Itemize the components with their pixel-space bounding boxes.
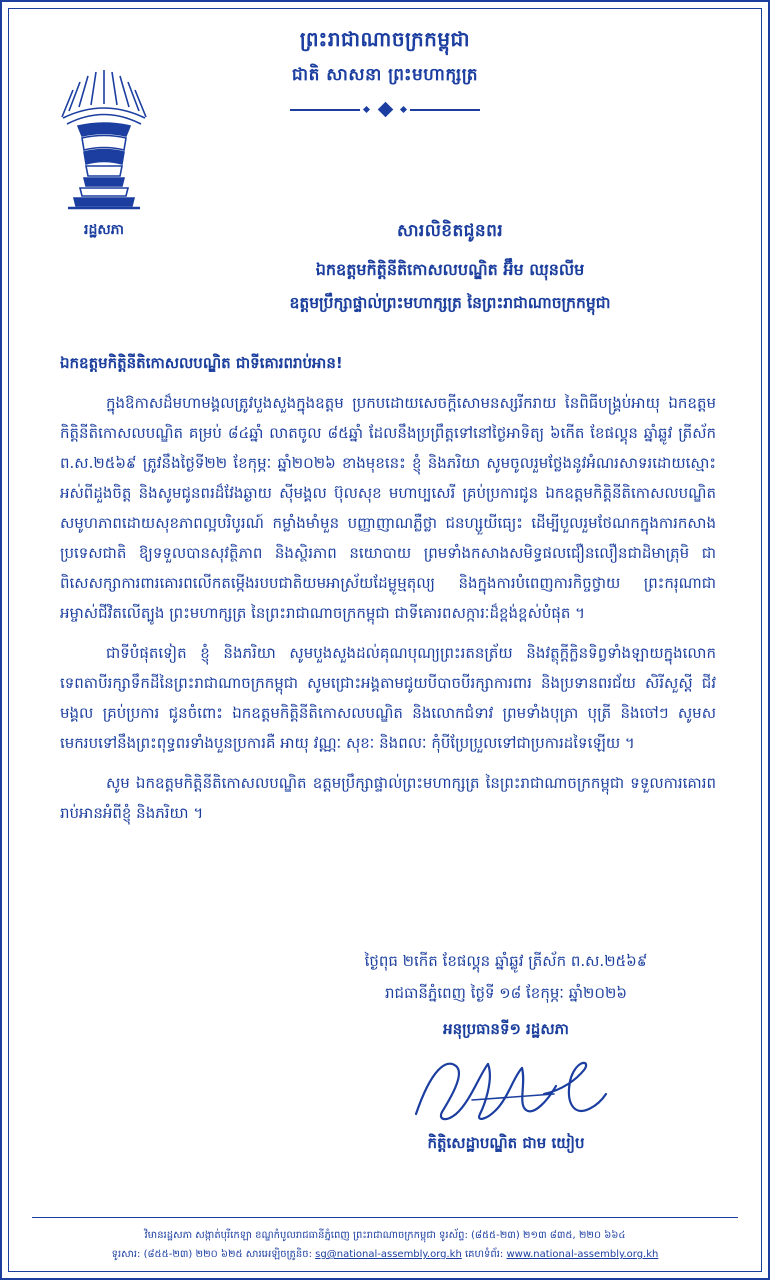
signer-name: កិត្តិសេដ្ឋាបណ្ឌិត ជាម យៀប <box>427 1134 585 1152</box>
signer-title: អនុប្រធានទី១ រដ្ឋសភា <box>443 1020 569 1038</box>
footer-fax-label: ទូរសារ: (៨៥៥-២៣) ២២០ ៦២៥ សារអេឡិចត្រូនិច: <box>111 1249 312 1260</box>
signature-date-gregorian: រាជធានីភ្នំពេញ ថ្ងៃទី ១៨ ខែកុម្ភៈ ឆ្នាំ២០២៦ <box>385 984 627 1002</box>
paragraph-2: ជាទីបំផុតទៀត ខ្ញុំ និងភរិយា សូមបួងសួងដល់គុណបុណ្យព្រះរតនត្រ័យ និងវត្ថុក្តីក្លិនទិព្វទាំងឡាយក្នុងលោកទេពតាបីរក្សាទឹកដីនៃព្រះរាជាណាចក្រកម្ពុជា សូមជ្រោះអង្គតាមជូយបីបាចបីរក្សាការពារ និងប្រទានពរជ័យ សិរីសួស្តី ជីវមង្គល គ្រប់ប្រការ ជូនចំពោះ ឯកឧត្តមកិត្តិនីតិកោសលបណ្ឌិត និងលោកជំទាវ ព្រមទាំងបុត្រា បុត្រី និងចៅៗ សូមសមេករបទៅនឹងព្រះពុទ្ធពរទាំងបួនប្រការគឺ អាយុ វណ្ណៈ សុខៈ និងពលៈ កុំបីប្រែប្រួលទៅជាប្រការដទៃឡើយ ។ <box>60 644 716 752</box>
footer-website-link[interactable]: www.national-assembly.org.kh <box>506 1249 659 1260</box>
footer-website-label: គេហទំព័រ: <box>465 1249 504 1260</box>
footer-email-link[interactable]: sg@national-assembly.org.kh <box>315 1249 462 1260</box>
salutation: ឯកឧត្តមកិត្តិនីតិកោសលបណ្ឌិត ជាទីគោរពរាប់អាន! <box>60 354 343 372</box>
document-footer <box>32 1217 738 1264</box>
signature-block <box>296 946 716 1158</box>
header-divider-ornament <box>290 103 480 117</box>
paragraph-3: សូម ឯកឧត្តមកិត្តិនីតិកោសលបណ្ឌិត ឧត្តមប្រឹក្សាផ្ទាល់ព្រះមហាក្សត្រ នៃព្រះរាជាណាចក្រកម្ពុជា ទទួលការគោរពរាប់អានអំពីខ្ញុំ និងភរិយា ។ <box>60 774 716 822</box>
paragraph-1: ក្នុងឱកាសដ៏មហាមង្គលត្រូវបួងសួងក្នុងឧត្តម ប្រកបដោយសេចក្តីសោមនស្សរីករាយ នៃពិធីបង្រ្គប់អាយុ ឯកឧត្តមកិត្តិនីតិកោសលបណ្ឌិត គម្រប់ ៨៤ឆ្នាំ លាតចូល ៨៥ឆ្នាំ ដែលនឹងប្រព្រឹត្តទៅនៅថ្ងៃអាទិត្យ ៦កើត ខែផល្គុន ឆ្នាំឆ្លូវ ត្រីស័ក ព.ស.២៥៦៩ ត្រូវនឹងថ្ងៃទី២២ ខែកុម្ភៈ ឆ្នាំ២០២៦ ខាងមុខនេះ ខ្ញុំ និងភរិយា សូមចូលរួមថ្លែងនូវអំណរសាទរដោយស្មោះអស់ពីដួងចិត្ត និងសូមជូនពរដ៏វែងឆ្ងាយ ស៊ីមង្គល ប៊ុលសុខ មហាប្បសេរី គ្រប់ប្រការជូន ឯកឧត្តមកិត្តិនីតិកោសលបណ្ឌិត សមូហភាពដោយសុខភាពល្អបរិបូរណ៍ កម្លាំងមាំមួន បញ្ញាញាណភ្លឺថ្លា ជនហ្សួយីធ្យេះ ដើម្បីបួលរួមថែណកក្នុងការកសាងប្រទេសជាតិ ឱ្យទទួលបានសុវត្ថិភាព និងស្ថិរភាព នយោបាយ ព្រមទាំងកសាងសមិទ្ធផលជឿនលឿនជាដិមាត្រុមិ ជាពិសេសក្សាការពារគោរពលើកតម្កើងរបបជាតិយមអាស្រ័យដែម្លូម្មតុល្យ និងក្នុងការបំពេញការកិច្ចថ្វាយ ព្រះករុណាជាអម្ចាស់ជីវិតលើត្បូង ព្រះមហាក្សត្រ នៃព្រះរាជាណាចក្រកម្ពុជា ជាទីគោរពសក្ការៈដ៏ខ្ពង់ខ្ពស់បំផុត ។ <box>60 394 716 622</box>
kingdom-title: ព្រះរាជាណាចក្រកម្ពុជា <box>299 27 471 51</box>
recipient-name: ឯកឧត្តមកិត្តិនីតិកោសលបណ្ឌិត អ៊ឹម ឈុនលីម <box>315 260 585 279</box>
signature-date-khmer: ថ្ងៃពុធ ២កើត ខែផល្គុន ឆ្នាំឆ្លូវ ត្រីស័ក ព.ស.២៥៦៩ <box>364 952 648 970</box>
letter-title: សារលិខិតជូនពរ <box>396 221 504 241</box>
handwritten-signature-icon <box>296 1050 716 1126</box>
national-motto: ជាតិ សាសនា ព្រះមហាក្សត្រ <box>291 65 479 85</box>
recipient-position: ឧត្តមប្រឹក្សាផ្ទាល់ព្រះមហាក្សត្រ នៃព្រះរាជាណាចក្រកម្ពុជា <box>289 293 611 312</box>
institution-label: រដ្ឋសភា <box>84 222 124 238</box>
footer-address: វិមានរដ្ឋសភា សង្កាត់បុរីកេឡា ខណ្ឌកំបូលរាជធានីភ្នំពេញ ព្រះរាជាណាចក្រកម្ពុជា ទូរស័ព្ទ: (៨៥៥-២៣) ២១៣ ៨៣៥, ២២០ ៦៦៤ <box>144 1230 626 1241</box>
footer-divider <box>32 1217 738 1218</box>
royal-emblem-icon <box>58 64 150 214</box>
letter-body <box>60 354 716 838</box>
letter-title-block <box>162 220 738 315</box>
footer-contact <box>32 1245 738 1264</box>
national-assembly-emblem-block <box>44 64 164 241</box>
